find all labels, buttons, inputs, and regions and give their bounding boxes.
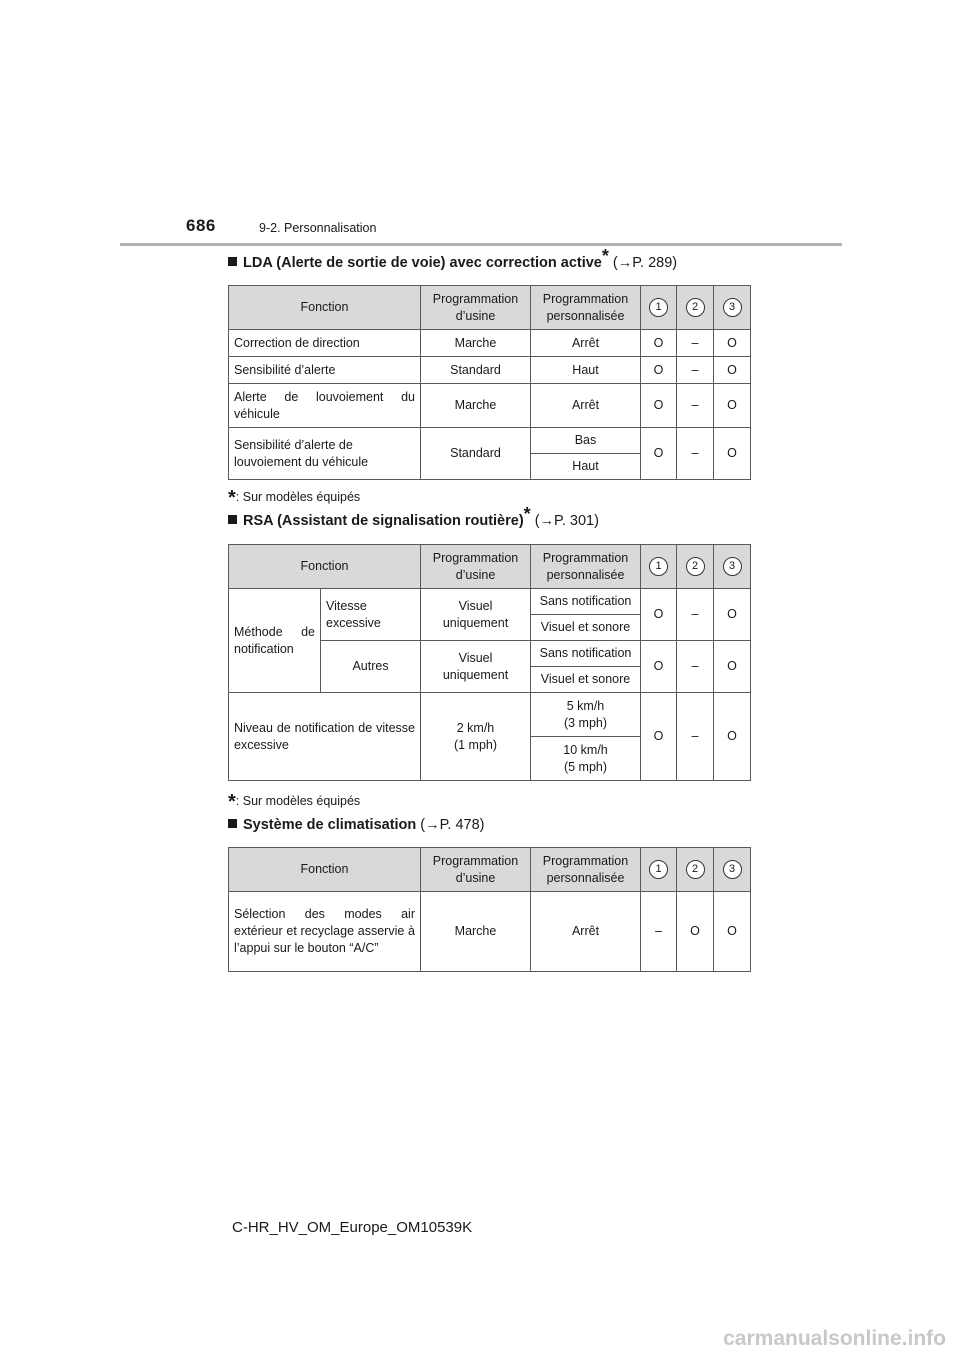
chapter-title: 9-2. Personnalisation <box>259 221 377 235</box>
circled-2-icon: 2 <box>686 557 705 576</box>
circled-1-icon: 1 <box>649 557 668 576</box>
section-title-lda: LDA (Alerte de sortie de voie) avec correction active* (→P. 289) <box>228 255 677 271</box>
header-perso: Programmation personnalisée <box>531 545 641 589</box>
table-row: Alerte de louvoiement du véhicule Marche Arrêt O – O <box>229 384 751 428</box>
header-fonction: Fonction <box>229 286 421 330</box>
watermark: carmanualsonline.info <box>723 1327 946 1350</box>
header-divider <box>120 243 842 246</box>
header-fonction: Fonction <box>229 848 421 892</box>
document-code: C-HR_HV_OM_Europe_OM10539K <box>232 1219 473 1236</box>
circled-3-icon: 3 <box>723 298 742 317</box>
section-title-climatisation: Système de climatisation (→P. 478) <box>228 817 485 833</box>
circled-3-icon: 3 <box>723 557 742 576</box>
table-row: Correction de direction Marche Arrêt O – O <box>229 330 751 357</box>
table-row: Sensibilité d’alerte Standard Haut O – O <box>229 357 751 384</box>
header-usine: Programmation d’usine <box>421 848 531 892</box>
header-usine: Programmation d’usine <box>421 545 531 589</box>
square-bullet-icon <box>228 819 237 828</box>
square-bullet-icon <box>228 515 237 524</box>
table-header-row <box>229 286 751 330</box>
circled-1-icon: 1 <box>649 298 668 317</box>
table-row: Sélection des modes air extérieur et recyclage asservie à l’appui sur le bouton “A/C” Marche Arrêt – O O <box>229 892 751 972</box>
page-reference[interactable]: (→P. 289) <box>612 255 678 271</box>
lda-settings-table <box>228 285 751 480</box>
circled-2-icon: 2 <box>686 298 705 317</box>
header-usine: Programmation d’usine <box>421 286 531 330</box>
table-header-row <box>229 848 751 892</box>
circled-2-icon: 2 <box>686 860 705 879</box>
circled-3-icon: 3 <box>723 860 742 879</box>
table-header-row <box>229 545 751 589</box>
page-reference[interactable]: (→P. 301) <box>534 513 599 529</box>
table-row: Haut <box>229 454 751 480</box>
rsa-settings-table <box>228 544 751 781</box>
header-perso: Programmation personnalisée <box>531 286 641 330</box>
table-row: Méthode de notification Vitesse excessive Visuel uniquement Sans notification O – O <box>229 589 751 615</box>
footnote: *: Sur modèles équipés <box>228 487 361 509</box>
table-row: Autres Visuel uniquement Sans notification O – O <box>229 641 751 667</box>
footnote: *: Sur modèles équipés <box>228 791 361 813</box>
header-fonction: Fonction <box>229 545 421 589</box>
climatisation-settings-table <box>228 847 751 972</box>
section-title-rsa: RSA (Assistant de signalisation routière)* (→P. 301) <box>228 513 599 529</box>
table-row: Visuel et sonore <box>229 667 751 693</box>
table-row: 10 km/h (5 mph) <box>229 737 751 781</box>
table-row: Visuel et sonore <box>229 615 751 641</box>
header-perso: Programmation personnalisée <box>531 848 641 892</box>
page-reference[interactable]: (→P. 478) <box>420 817 485 833</box>
square-bullet-icon <box>228 257 237 266</box>
table-row: Sensibilité d’alerte de louvoiement du véhicule Standard Bas O – O <box>229 428 751 454</box>
page-number: 686 <box>186 216 216 235</box>
circled-1-icon: 1 <box>649 860 668 879</box>
table-row: Niveau de notification de vitesse excessive 2 km/h (1 mph) 5 km/h (3 mph) O – O <box>229 693 751 737</box>
